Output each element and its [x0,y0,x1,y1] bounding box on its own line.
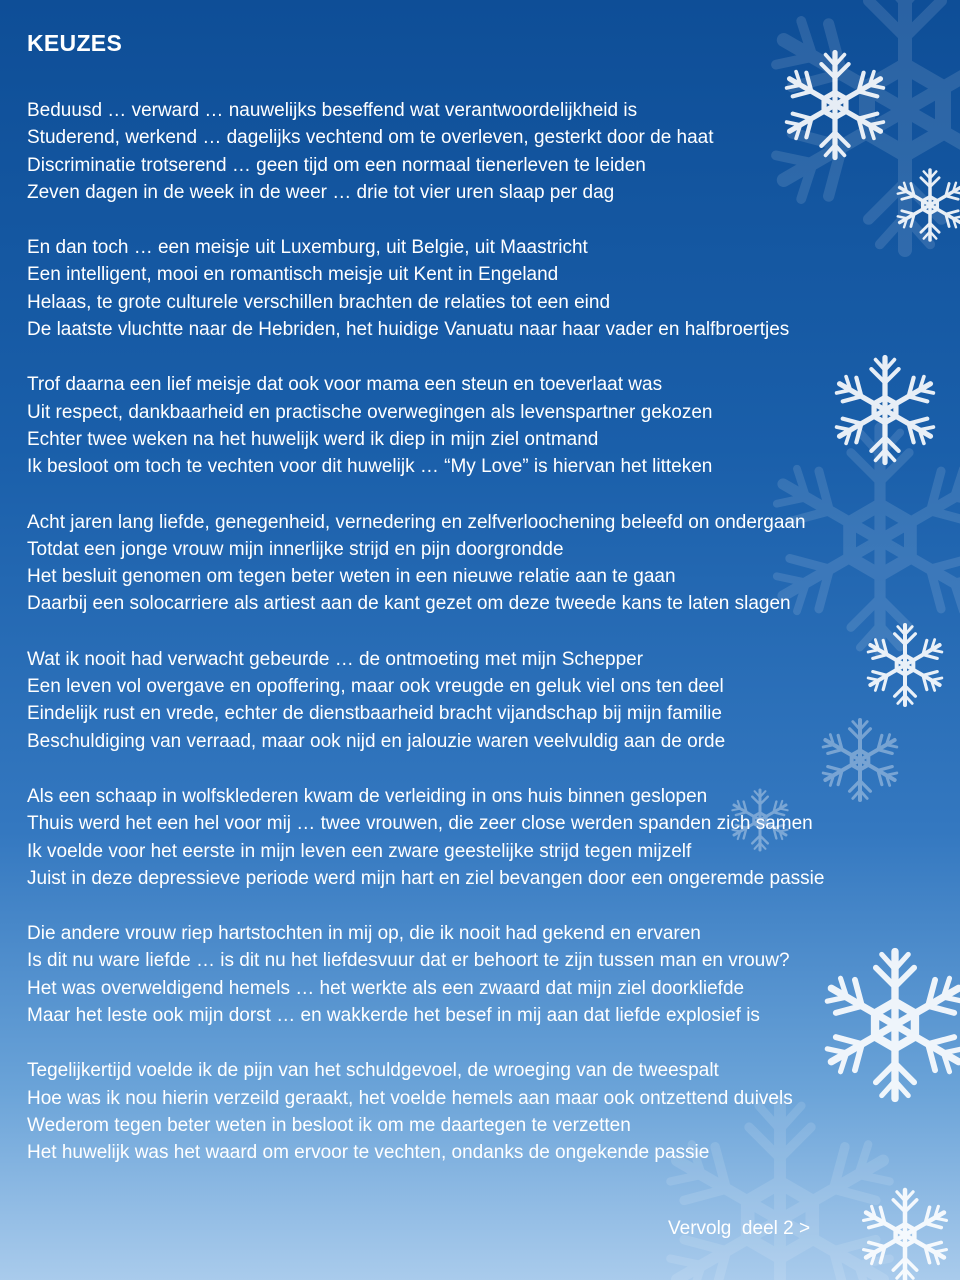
stanza [27,920,927,1029]
poem-line: Totdat een jonge vrouw mijn innerlijke strijd en pijn doorgrondde [27,538,564,560]
poem-line: Echter twee weken na het huwelijk werd ik diep in mijn ziel ontmand [27,428,599,450]
poem-line: Tegelijkertijd voelde ik de pijn van het schuldgevoel, de wroeging van de tweespalt [27,1060,719,1082]
poem-line: Die andere vrouw riep hartstochten in mij op, die ik nooit had gekend en ervaren [27,923,701,945]
poem-body [27,97,927,1167]
stanza [27,646,927,755]
page-title: KEUZES [27,30,123,56]
poem-line: Als een schaap in wolfsklederen kwam de verleiding in ons huis binnen geslopen [27,785,708,807]
poem-line: Zeven dagen in de week in de weer … drie tot vier uren slaap per dag [27,181,615,203]
poem-line: En dan toch … een meisje uit Luxemburg, uit Belgie, uit Maastricht [27,237,588,259]
poem-line: Wat ik nooit had verwacht gebeurde … de ontmoeting met mijn Schepper [27,648,644,670]
poem-line: Het was overweldigend hemels … het werkte als een zwaard dat mijn ziel doorkliefde [27,977,745,999]
stanza [27,97,927,206]
stanza [27,509,927,618]
poem-line: Hoe was ik nou hierin verzeild geraakt, het voelde hemels aan maar ook ontzettend duivels [27,1087,793,1109]
poem-line: Trof daarna een lief meisje dat ook voor mama een steun en toeverlaat was [27,374,663,396]
poem-line: Daarbij een solocarriere als artiest aan de kant gezet om deze tweede kans te laten slagen [27,593,791,615]
poem-line: Een leven vol overgave en opoffering, maar ook vreugde en geluk viel ons ten deel [27,676,724,698]
poem-line: Juist in deze depressieve periode werd mijn hart en ziel bevangen door een ongeremde passie [27,867,825,889]
poem-line: Ik besloot om toch te vechten voor dit huwelijk … “My Love” is hiervan het litteken [27,456,713,478]
poem-line: De laatste vluchtte naar de Hebriden, het huidige Vanuatu naar haar vader en halfbroertjes [27,319,790,341]
poem-line: Maar het leste ook mijn dorst … en wakkerde het besef in mij aan dat liefde explosief is [27,1005,760,1027]
stanza [27,371,927,480]
poem [27,30,927,1195]
poem-line: Uit respect, dankbaarheid en practische overwegingen als levenspartner gekozen [27,401,713,423]
poem-line: Een intelligent, mooi en romantisch meisje uit Kent in Engeland [27,264,559,286]
stanza [27,783,927,892]
stanza [27,234,927,343]
poem-line: Het besluit genomen om tegen beter weten in een nieuwe relatie aan te gaan [27,566,676,588]
poem-line: Studerend, werkend … dagelijks vechtend om te overleven, gesterkt door de haat [27,127,714,149]
snowflake-icon [860,1190,950,1280]
poem-line: Is dit nu ware liefde … is dit nu het liefdesvuur dat er behoort te zijn tussen man en vrouw? [27,950,790,972]
poem-line: Eindelijk rust en vrede, echter de dienstbaarheid bracht vijandschap bij mijn familie [27,703,722,725]
poem-line: Thuis werd het een hel voor mij … twee vrouwen, die zeer close werden spanden zich samen [27,813,813,835]
stanza [27,1057,927,1166]
poem-line: Het huwelijk was het waard om ervoor te vechten, ondanks de ongekende passie [27,1142,710,1164]
poem-line: Wederom tegen beter weten in besloot ik om me daartegen te verzetten [27,1114,631,1136]
poem-line: Beschuldiging van verraad, maar ook nijd en jalouzie waren veelvuldig aan de orde [27,730,726,752]
poem-line: Discriminatie trotserend … geen tijd om een normaal tienerleven te leiden [27,154,646,176]
poem-line: Beduusd … verward … nauwelijks beseffend wat verantwoordelijkheid is [27,100,638,121]
next-part-link[interactable]: Vervolg deel 2 > [668,1218,811,1239]
poem-line: Acht jaren lang liefde, genegenheid, vernedering en zelfverloochening beleefd on ondergaan [27,511,806,533]
poem-line: Helaas, te grote culturele verschillen brachten de relaties tot een eind [27,291,611,313]
poem-line: Ik voelde voor het eerste in mijn leven een zware geestelijke strijd tegen mijzelf [27,840,692,862]
